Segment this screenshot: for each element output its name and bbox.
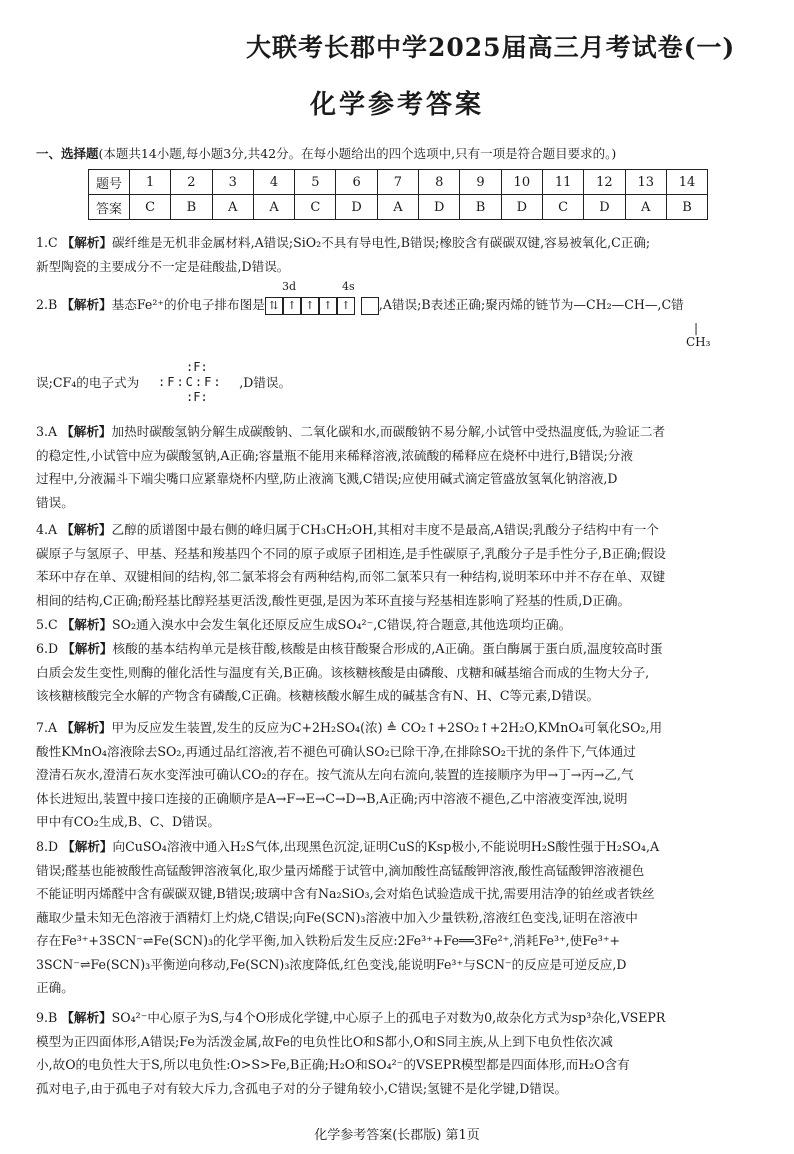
answer-text: 新型陶瓷的主要成分不一定是硅酸盐,D错误。: [36, 258, 290, 274]
question-number: 2.B: [36, 297, 58, 312]
document-title: 化学参考答案: [309, 90, 484, 120]
table-cell: A: [377, 195, 418, 220]
question-number: 4.A: [36, 522, 58, 537]
question-number: 1.C: [36, 235, 58, 250]
answer-text: 酸性KMnO₄溶液除去SO₂,再通过品红溶液,若不褪色可确认SO₂已除干净,在排除SO₂干扰的条件下,气体通过: [36, 743, 636, 759]
lewis-top: :F:: [186, 360, 208, 374]
answer-text: SO₂通入溴水中会发生氧化还原反应生成SO₄²⁻,C错误,符合题意,其他选项均正确。: [112, 617, 572, 632]
answer-text: 3SCN⁻⇌Fe(SCN)₃平衡逆向移动,Fe(SCN)₃浓度降低,红色变浅,能说明Fe³⁺与SCN⁻的反应是可逆反应,D: [36, 956, 627, 972]
answer-text: 相间的结构,C正确;酚羟基比醇羟基更活泼,酸性更强,是因为苯环直接与羟基相连影响了羟基的性质,D正确。: [36, 592, 631, 608]
question-8: [36, 835, 760, 1000]
answer-table-row-numbers: [89, 170, 708, 195]
page-footer: 化学参考答案(长郡版) 第1页: [314, 1128, 480, 1143]
table-cell: 12: [584, 170, 625, 195]
question-number: 9.B: [36, 1010, 58, 1025]
table-cell: 7: [377, 170, 418, 195]
answer-text: 澄清石灰水,澄清石灰水变浑浊可确认CO₂的存在。按气流从左向右流向,装置的连接顺序为甲→丁→丙→乙,气: [36, 767, 634, 782]
cf4-electron-formula: [158, 360, 223, 405]
analysis-tag: 【解析】: [61, 297, 112, 312]
question-3: [36, 420, 760, 514]
answer-text: ,A错误;B表述正确;聚丙烯的链节为—CH₂—CH—,C错: [378, 297, 684, 312]
answer-text: SO₄²⁻中心原子为S,与4个O形成化学键,中心原子上的孤电子对数为0,故杂化方式为sp³杂化,VSEPR: [111, 1010, 666, 1025]
methyl-group: | CH₃: [686, 321, 711, 349]
table-cell: 14: [666, 170, 707, 195]
question-5: [36, 613, 760, 637]
answer-text: 核酸的基本结构单元是核苷酸,核酸是由核苷酸聚合形成的,A正确。蛋白酶属于蛋白质,温度较高时蛋: [112, 641, 663, 656]
table-cell: C: [295, 195, 336, 220]
table-cell: 9: [460, 170, 501, 195]
table-cell: D: [501, 195, 542, 220]
table-cell: D: [419, 195, 460, 220]
section-heading: [36, 144, 616, 162]
table-cell: 8: [419, 170, 460, 195]
answer-text: 模型为正四面体形,A错误;Fe为活泼金属,故Fe的电负性比O和S都小,O和S同主族,从上到下电负性依次减: [36, 1033, 613, 1049]
answer-text: 不能证明丙烯醛中含有碳碳双键,B错误;玻璃中含有Na₂SiO₃,会对焰色试验造成干扰,需要用洁净的铂丝或者铁丝: [36, 886, 655, 901]
answer-text: 小,故O的电负性大于S,所以电负性:O>S>Fe,B正确;H₂O和SO₄²⁻的VSEPR模型都是四面体形,而H₂O含有: [36, 1057, 630, 1072]
table-cell: 10: [501, 170, 542, 195]
table-cell: A: [253, 195, 294, 220]
table-row-label: 答案: [89, 195, 130, 220]
table-cell: A: [625, 195, 666, 220]
analysis-tag: 【解析】: [61, 1010, 112, 1025]
analysis-tag: 【解析】: [61, 424, 112, 439]
question-4: [36, 518, 760, 612]
answer-text: 苯环中存在单、双键相间的结构,邻二氯苯将会有两种结构,而邻二氯苯只有一种结构,说明苯环中并不存在单、双键: [36, 569, 666, 584]
question-9: [36, 1006, 760, 1100]
answer-text: 基态Fe²⁺的价电子排布图是: [111, 297, 265, 312]
question-1: [36, 231, 760, 278]
question-2: [36, 280, 760, 403]
section-description: (本题共14小题,每小题3分,共42分。在每小题给出的四个选项中,只有一项是符合题目要求的。): [98, 146, 617, 161]
answer-text: 碳纤维是无机非金属材料,A错误;SiO₂不具有导电性,B错误;橡胶含有碳碳双键,容易被氧化,C正确;: [112, 235, 651, 250]
question-6: [36, 637, 760, 708]
answer-table-row-answers: [89, 195, 708, 220]
lewis-middle: :F:C:F:: [158, 375, 223, 389]
answer-text: 错误。: [36, 494, 74, 510]
answer-text: 正确。: [36, 980, 74, 995]
question-7: [36, 716, 760, 834]
methyl-label: CH₃: [686, 335, 711, 349]
answer-text: 该核糖核酸完全水解的产物含有磷酸,C正确。核糖核酸水解生成的碱基含有N、H、C等元素,D错误。: [36, 688, 600, 703]
question-number: 6.D: [36, 641, 59, 656]
table-cell: D: [336, 195, 377, 220]
table-cell: 6: [336, 170, 377, 195]
question-number: 7.A: [36, 720, 58, 735]
orbital-4s-box: [361, 297, 379, 315]
analysis-tag: 【解析】: [62, 839, 113, 854]
answer-text: 白质会发生变性,则酶的催化活性与温度有关,B正确。该核糖核酸是由磷酸、戊糖和碱基缩合而成的生物大分子,: [36, 664, 650, 680]
table-cell: 5: [295, 170, 336, 195]
table-cell: B: [171, 195, 212, 220]
answer-text: 过程中,分液漏斗下端尖嘴口应紧靠烧杯内壁,防止液滴飞溅,C错误;应使用碱式滴定管盛放氢氧化钠溶液,D: [36, 471, 618, 486]
answer-text: 误;CF₄的电子式为: [36, 375, 140, 390]
question-number: 5.C: [36, 617, 58, 632]
exam-title: 大联考长郡中学2025届高三月考试卷(一): [246, 33, 736, 62]
table-cell: 4: [253, 170, 294, 195]
answer-text: 错误;醛基也能被酸性高锰酸钾溶液氧化,取少量丙烯醛于试管中,滴加酸性高锰酸钾溶液,酸性高锰酸钾溶液褪色: [36, 862, 645, 878]
lewis-bottom: :F:: [186, 390, 208, 404]
answer-text: ,D错误。: [239, 375, 292, 390]
table-cell: D: [584, 195, 625, 220]
answer-text: 蘸取少量未知无色溶液于酒精灯上灼烧,C错误;向Fe(SCN)₃溶液中加入少量铁粉,溶液红色变浅,证明在溶液中: [36, 909, 638, 925]
table-cell: 1: [130, 170, 171, 195]
answer-text: 向CuSO₄溶液中通入H₂S气体,出现黑色沉淀,证明CuS的Ksp极小,不能说明H₂S酸性强于H₂SO₄,A: [112, 839, 660, 854]
answer-table: [88, 169, 708, 220]
analysis-tag: 【解析】: [61, 522, 112, 537]
table-cell: C: [130, 195, 171, 220]
analysis-tag: 【解析】: [61, 235, 113, 250]
table-cell: 13: [625, 170, 666, 195]
question-number: 8.D: [36, 839, 59, 854]
table-cell: B: [460, 195, 501, 220]
question-number: 3.A: [36, 424, 58, 439]
table-cell: 2: [171, 170, 212, 195]
answer-text: 甲中有CO₂生成,B、C、D错误。: [36, 814, 220, 829]
table-cell: 11: [542, 170, 583, 195]
analysis-tag: 【解析】: [62, 641, 113, 656]
table-cell: 3: [212, 170, 253, 195]
analysis-tag: 【解析】: [61, 617, 113, 632]
answer-text: 的稳定性,小试管中应为碳酸氢钠,A正确;容量瓶不能用来稀释溶液,浓硫酸的稀释应在烧杯中进行,B错误;分液: [36, 447, 633, 463]
orbital-diagram: ⇅ ↑ ↑ ↑ ↑: [265, 294, 355, 318]
answer-text: 甲为反应发生装置,发生的反应为C+2H₂SO₄(浓) ≜ CO₂↑+2SO₂↑+2H₂O,KMnO₄可氧化SO₂,用: [111, 720, 663, 735]
answer-text: 加热时碳酸氢钠分解生成碳酸钠、二氧化碳和水,而碳酸钠不易分解,小试管中受热温度低,为验证二者: [111, 424, 666, 439]
section-label: 一、选择题: [36, 146, 99, 161]
answer-text: 孤对电子,由于孤电子对有较大斥力,含孤电子对的分子键角较小,C错误;氢键不是化学键,D错误。: [36, 1080, 568, 1096]
table-cell: C: [542, 195, 583, 220]
table-cell: B: [666, 195, 707, 220]
answer-text: 体长进短出,装置中接口连接的正确顺序是A→F→E→C→D→B,A正确;丙中溶液不褪色,乙中溶液变浑浊,说明: [36, 790, 628, 806]
analysis-tag: 【解析】: [61, 720, 112, 735]
orbital-label-3d: 3d: [282, 280, 297, 293]
answer-text: 乙醇的质谱图中最右侧的峰归属于CH₃CH₂OH,其相对丰度不是最高,A错误;乳酸分子结构中有一个: [111, 522, 659, 537]
answer-text: 碳原子与氢原子、甲基、羟基和羧基四个不同的原子或原子团相连,是手性碳原子,乳酸分子是手性分子,B正确;假设: [36, 545, 667, 561]
table-cell: A: [212, 195, 253, 220]
table-row-label: 题号: [89, 170, 130, 195]
answer-text: 存在Fe³⁺+3SCN⁻⇌Fe(SCN)₃的化学平衡,加入铁粉后发生反应:2Fe³⁺+Fe══3Fe²⁺,消耗Fe³⁺,使Fe³⁺+: [36, 933, 621, 948]
orbital-label-4s: 4s: [342, 280, 355, 293]
